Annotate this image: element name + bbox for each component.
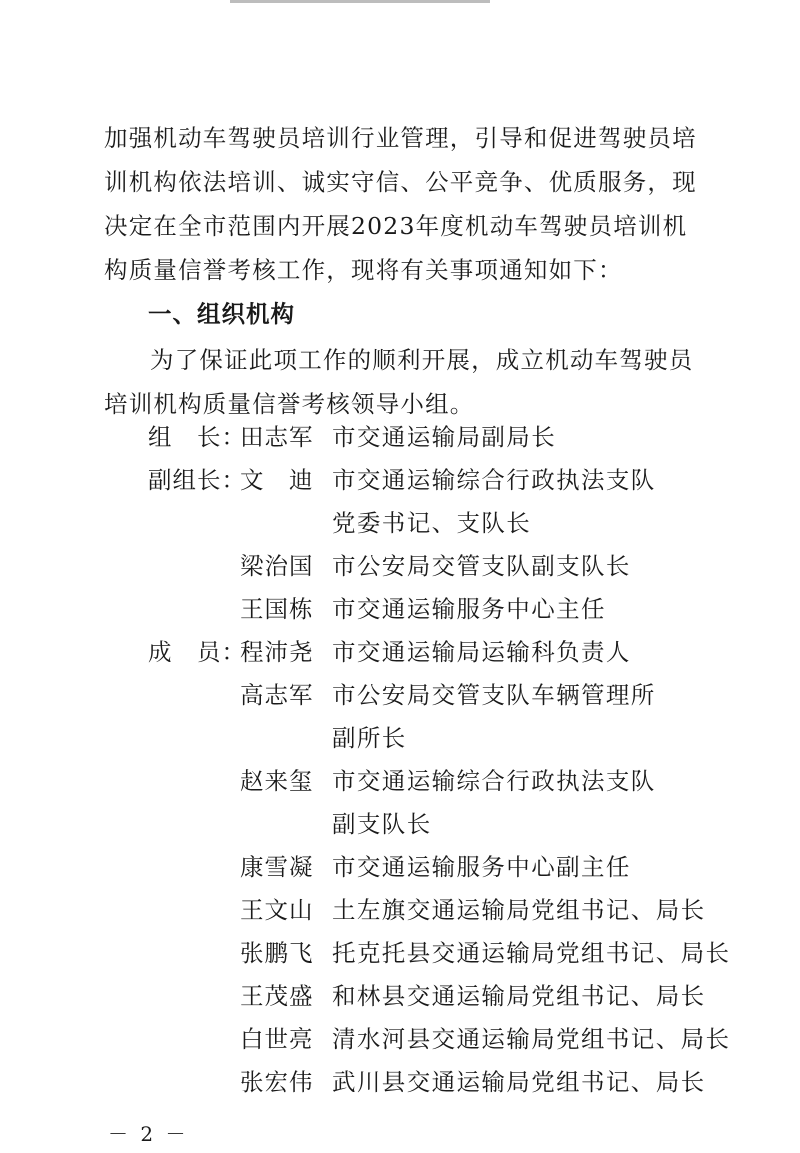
deputy-post: 市公安局交管支队副支队长 — [332, 552, 631, 580]
member-post: 市交通运输局运输科负责人 — [332, 638, 631, 666]
member-role-label: 成 员： — [148, 638, 246, 666]
member-name: 白世亮 — [240, 1025, 314, 1053]
intro-paragraph: 加强机动车驾驶员培训行业管理，引导和促进驾驶员培训机构依法培训、诚实守信、公平竞争、优质服务，现决定在全市范围内开展2023年度机动车驾驶员培训机构质量信誉考核工作，现将有关事项通知如下： — [104, 124, 697, 284]
section-paragraph: 为了保证此项工作的顺利开展，成立机动车驾驶员培训机构质量信誉考核领导小组。 — [104, 346, 694, 418]
leader-name: 田志军 — [240, 423, 314, 451]
member-name: 张宏伟 — [240, 1068, 314, 1096]
member-post: 市交通运输综合行政执法支队 — [332, 767, 656, 795]
deputy-name: 文 迪 — [240, 466, 314, 494]
member-post-continued: 副支队长 — [332, 810, 432, 838]
member-name: 王文山 — [240, 896, 314, 924]
member-post-continued: 副所长 — [332, 724, 407, 752]
leader-post: 市交通运输局副局长 — [332, 423, 557, 451]
member-name: 程沛尧 — [240, 638, 314, 666]
deputy-post: 市交通运输服务中心主任 — [332, 595, 606, 623]
member-name: 赵来玺 — [240, 767, 314, 795]
member-post: 和林县交通运输局党组书记、局长 — [332, 982, 706, 1010]
member-post: 武川县交通运输局党组书记、局长 — [332, 1068, 706, 1096]
deputy-post-continued: 党委书记、支队长 — [332, 509, 532, 537]
member-post: 清水河县交通运输局党组书记、局长 — [332, 1025, 731, 1053]
leader-role-label: 组 长： — [148, 423, 246, 451]
page-number: － 2 － — [108, 1122, 189, 1146]
section-heading: 一、组织机构 — [148, 300, 295, 328]
member-post: 市公安局交管支队车辆管理所 — [332, 681, 656, 709]
member-name: 高志军 — [240, 681, 314, 709]
member-name: 康雪凝 — [240, 853, 314, 881]
member-post: 托克托县交通运输局党组书记、局长 — [332, 939, 731, 967]
member-post: 市交通运输服务中心副主任 — [332, 853, 631, 881]
member-name: 张鹏飞 — [240, 939, 314, 967]
member-post: 土左旗交通运输局党组书记、局长 — [332, 896, 706, 924]
deputy-name: 梁治国 — [240, 552, 314, 580]
deputy-post: 市交通运输综合行政执法支队 — [332, 466, 656, 494]
member-name: 王茂盛 — [240, 982, 314, 1010]
deputy-role-label: 副组长： — [148, 466, 246, 494]
deputy-name: 王国栋 — [240, 595, 314, 623]
